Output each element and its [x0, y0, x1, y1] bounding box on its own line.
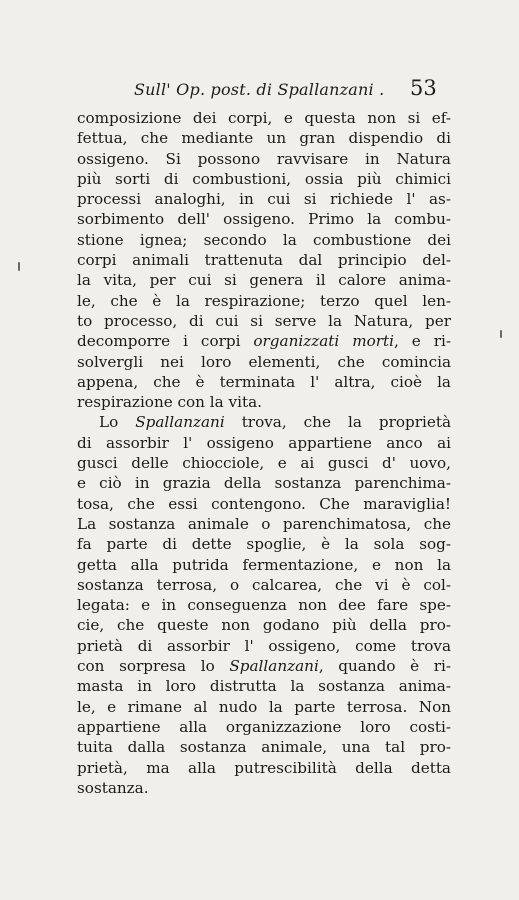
text-line: composizione dei corpi, e questa non si ef-	[77, 109, 451, 127]
text-line: più sorti di combustioni, ossia più chimici	[77, 169, 451, 188]
text-line: solvergli nei loro elementi, che comincia	[77, 352, 451, 371]
text-line: fettua, che mediante un gran dispendio di	[77, 129, 451, 148]
text-line: stione ignea; secondo la combustione dei	[77, 230, 451, 249]
text-line: con sorpresa lo Spallanzani, quando è ri-	[77, 657, 451, 676]
text-line: ossigeno. Si possono ravvisare in Natura	[77, 149, 451, 168]
text-line: la vita, per cui si genera il calore anima-	[77, 271, 451, 290]
text-line: legata: e in conseguenza non dee fare spe-	[77, 596, 451, 615]
text-line: cie, che queste non godano più della pro-	[77, 616, 451, 635]
text-line: masta in loro distrutta la sostanza anima-	[77, 677, 451, 696]
text-line: tosa, che essi contengono. Che maraviglia!	[77, 494, 451, 513]
text-line: sostanza terrosa, o calcarea, che vi è col-	[77, 575, 451, 594]
text-line: le, e rimane al nudo la parte terrosa. Non	[77, 697, 451, 716]
page-number: 53	[410, 76, 437, 100]
margin-speck	[500, 330, 502, 338]
text-line: sostanza.	[77, 778, 149, 797]
text-line: respirazione con la vita.	[77, 393, 262, 412]
text-line: appartiene alla organizzazione loro costi-	[77, 717, 451, 736]
running-head: Sull' Op. post. di Spallanzani .	[134, 80, 385, 99]
text-line: Lo Spallanzani trova, che la proprietà	[99, 413, 452, 432]
text-line: decomporre i corpi organizzati morti, e ri-	[77, 332, 451, 351]
text-line: La sostanza animale o parenchimatosa, che	[77, 514, 451, 533]
page-header	[110, 76, 437, 102]
text-line: appena, che è terminata l' altra, cioè la	[77, 372, 451, 391]
text-line: le, che è la respirazione; terzo quel len-	[77, 291, 451, 310]
text-line: getta alla putrida fermentazione, e non la	[77, 555, 451, 574]
text-line: sorbimento dell' ossigeno. Primo la combu-	[77, 210, 451, 229]
text-line: prietà, ma alla putrescibilità della detta	[77, 758, 451, 777]
text-line: corpi animali trattenuta dal principio del-	[77, 251, 451, 270]
text-line: di assorbir l' ossigeno appartiene anco ai	[77, 433, 451, 452]
text-line: prietà di assorbir l' ossigeno, come trova	[77, 636, 451, 655]
margin-speck	[18, 262, 20, 271]
text-line: processi analoghi, in cui si richiede l' as-	[77, 190, 451, 209]
text-line: to processo, di cui si serve la Natura, per	[77, 311, 451, 330]
text-line: tuita dalla sostanza animale, una tal pro-	[77, 738, 451, 757]
text-line: gusci delle chiocciole, e ai gusci d' uovo,	[77, 454, 451, 473]
body-text	[77, 108, 451, 798]
text-line: fa parte di dette spoglie, è la sola sog-	[77, 535, 451, 554]
text-line: e ciò in grazia della sostanza parenchima-	[77, 474, 451, 493]
